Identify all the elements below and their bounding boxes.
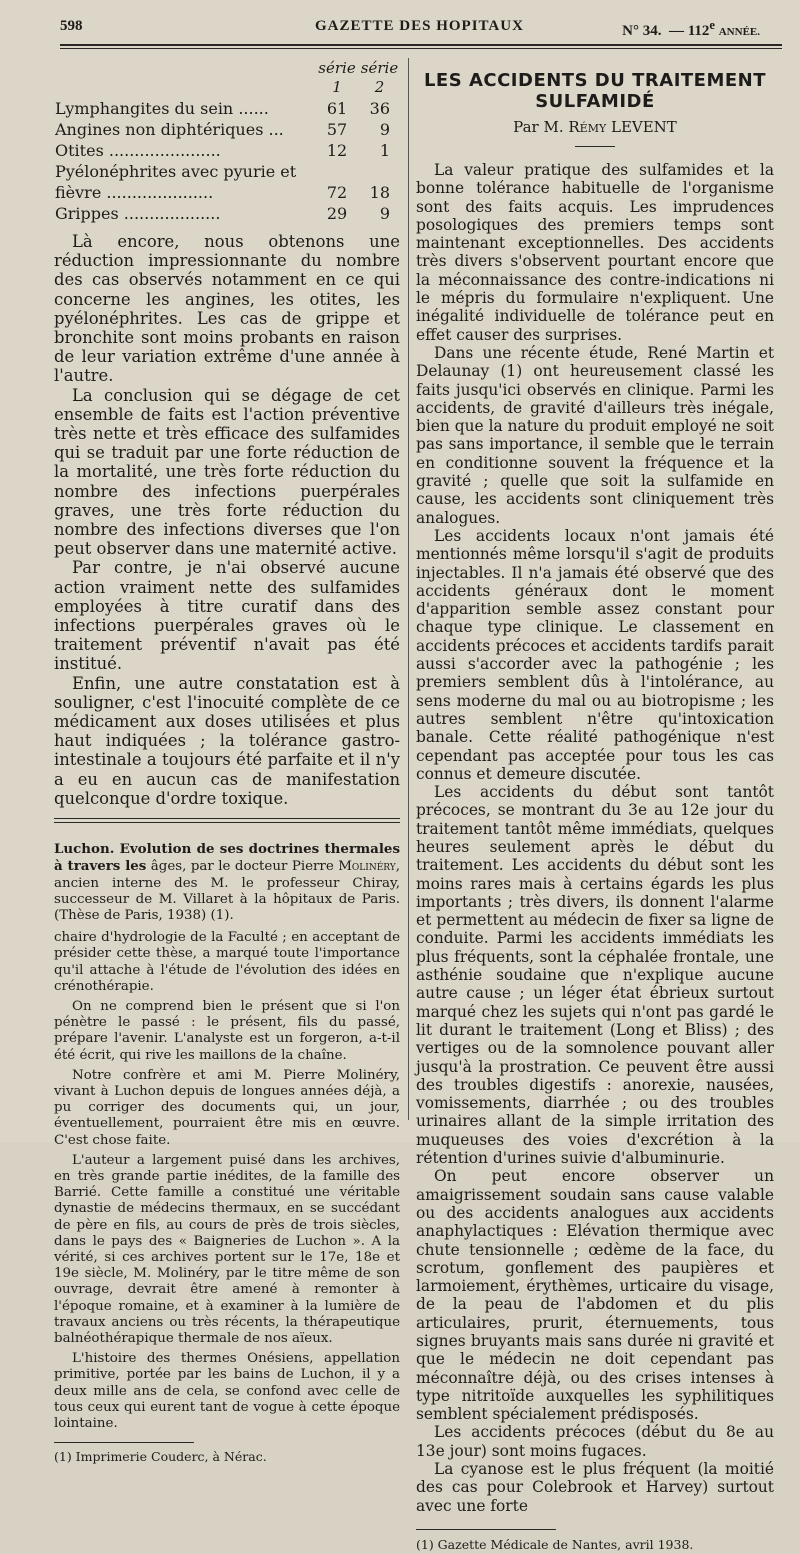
- book-review: [54, 841, 400, 1465]
- stats-label: Otites ......................: [55, 141, 221, 160]
- stats-label: Grippes ...................: [55, 204, 221, 223]
- stats-label: Lymphangites du sein ......: [55, 99, 269, 118]
- stats-value-serie2: [359, 161, 400, 182]
- footnote-rule: [54, 1442, 194, 1443]
- paragraph: Notre confrère et ami M. Pierre Molinéry, vivant à Luchon depuis de longues années déjà, a pu corriger des documents qui, un jour, éventuellement, pourraient être mis en œuvre. C'est chose faite.: [54, 1067, 400, 1148]
- right-column: [416, 58, 774, 1554]
- stats-row: [54, 140, 400, 161]
- stats-label: fièvre .....................: [55, 183, 214, 202]
- stats-row: [54, 119, 400, 140]
- stats-value-serie1: 12: [326, 141, 348, 160]
- stats-col2-header: série 2: [360, 59, 399, 96]
- stats-row: [54, 161, 400, 182]
- left-body-text: [54, 232, 400, 808]
- article-body: [416, 161, 774, 1554]
- paragraph: La conclusion qui se dégage de cet ensemble de faits est l'action préventive très nette et très efficace des sulfamides qui se traduit par une forte réduction de la mortalité, une très forte réduction du nombre des infections puerpérales graves, une très forte réduction du nombre des infections diverses que l'on peut observer dans une maternité active.: [54, 385, 400, 559]
- paragraph: chaire d'hydrologie de la Faculté ; en acceptant de présider cette thèse, a marqué toute l'importance qu'il attache à l'étude de l'évolution des idées en crénothérapie.: [54, 930, 400, 994]
- page-header: [60, 14, 780, 40]
- stats-label: Angines non diphtériques ...: [55, 120, 284, 139]
- stats-label: Pyélonéphrites avec pyurie et: [55, 162, 297, 181]
- paragraph: Les accidents précoces (début du 8e au 13e jour) sont moins fugaces.: [416, 1423, 774, 1460]
- article-title: LES ACCIDENTS DU TRAITEMENT SULFAMIDÉ: [423, 70, 767, 112]
- stats-table: [54, 58, 400, 224]
- stats-value-serie2: 9: [379, 204, 390, 223]
- stats-value-serie1: 72: [326, 183, 348, 202]
- footnote: (1) Imprimerie Couderc, à Nérac.: [54, 1449, 267, 1465]
- left-column: [54, 58, 400, 1465]
- issue-info: N° 34. — 112e ANNÉE.: [622, 18, 760, 39]
- paragraph: La cyanose est le plus fréquent (la moitié des cas pour Colebrook et Harvey) surtout avec une forte: [416, 1460, 774, 1515]
- stats-row: [54, 98, 400, 119]
- paragraph: On peut encore observer un amaigrissement soudain sans cause valable ou des accidents analogues aux accidents anaphylactiques : Elévation thermique avec chute tensionnelle ; œdème de la face, du scrotum, gonflement des paupières et larmoiement, érythèmes, urticaire du visage, de la peau de l'abdomen et du plis articulaires, prurit, éternuements, tous signes bruyants mais sans durée ni gravité et que le médecin ne doit cependant pas méconnaître déjà, ou des crises intenses à type nitritoïde auxquelles les syphilitiques semblent spécialement prédisposés.: [416, 1167, 774, 1424]
- paragraph: Enfin, une autre constatation est à souligner, c'est l'inocuité complète de ce médicament aux doses utilisées et plus haut indiquées ; la tolérance gastro-intestinale a toujours été parfaite et il n'y a eu en aucun cas de manifestation quelconque d'ordre toxique.: [54, 673, 400, 808]
- paragraph: Par contre, je n'ai observé aucune action vraiment nette des sulfamides employées à titre curatif dans des infections puerpérales graves où le traitement préventif n'avait pas été institué.: [54, 558, 400, 674]
- review-title: Luchon. Evolution de ses doctrines thermales à travers les âges, par le docteur Pierre Molinéry, ancien interne des M. le professeur Chiray, successeur de M. Villaret à la hôpitaux de Paris. (Thèse de Paris, 1938) (1).: [54, 841, 400, 923]
- stats-value-serie1: [315, 161, 359, 182]
- footnote-rule: [416, 1529, 556, 1530]
- stats-value-serie1: 57: [326, 120, 348, 139]
- stats-value-serie1: 29: [326, 204, 348, 223]
- paragraph: L'histoire des thermes Onésiens, appellation primitive, portée par les bains de Luchon, il y a deux mille ans de cela, se confond avec celle de tous ceux qui eurent tant de vogue à cette époque lointaine.: [54, 1351, 400, 1431]
- header-rule-thin: [60, 48, 782, 49]
- header-rule: [60, 44, 782, 46]
- stats-value-serie2: 1: [379, 141, 390, 160]
- paragraph: Les accidents locaux n'ont jamais été mentionnés même lorsqu'il s'agit de produits injectables. Il n'a jamais été observé que des accidents généraux dont le moment d'apparition semble assez constant pour chaque type clinique. Le classement en accidents précoces et accidents tardifs parait aussi s'accorder avec la pathogénie ; les premiers semblent dûs à l'intolérance, au sens moderne du mal ou au biotropisme ; les autres semblent n'être qu'intoxication banale. Cette réalité pathogénique n'est cependant pas acceptée pour tous les cas connus et demeure discutée.: [416, 526, 774, 783]
- paragraph: La valeur pratique des sulfamides et la bonne tolérance habituelle de l'organisme sont des faits acquis. Les imprudences posologiques des premiers temps sont maintenant exceptionnelles. Des accidents très divers s'observent pourtant encore que la méconnaissance des contre-indications ni le mépris du formulaire n'expliquent. Une inégalité individuelle de tolérance peut en effet causer des surprises.: [416, 161, 774, 344]
- column-divider: [408, 58, 409, 1120]
- stats-value-serie2: 9: [379, 120, 390, 139]
- journal-title: GAZETTE DES HOPITAUX: [315, 18, 524, 34]
- footnote: (1) Gazette Médicale de Nantes, avril 1938.: [416, 1536, 694, 1552]
- paragraph: L'auteur a largement puisé dans les archives, en très grande partie inédites, de la famille des Barrié. Cette famille a constitué une véritable dynastie de médecins thermaux, en se succédant de père en fils, au cours de près de trois siècles, dans le pays des « Baigneries de Luchon ». A la vérité, si ces archives portent sur le 17e, 18e et 19e siècle, M. Molinéry, par le titre même de son ouvrage, devrait être amené à remonter à l'époque romaine, et à examiner à la lumière de travaux anciens ou très récents, la thérapeutique balnéothérapique thermale de nos aïeux.: [54, 1152, 400, 1346]
- article-byline: Par M. Rémy LEVENT: [513, 118, 677, 136]
- stats-value-serie2: 36: [369, 99, 390, 118]
- paragraph: Dans une récente étude, René Martin et Delaunay (1) ont heureusement classé les faits jusqu'ici observés en clinique. Parmi les accidents, de gravité d'ailleurs très inégale, bien que la nature du produit employé ne soit pas sans importance, il semble que le terrain en conditionne souvent la fréquence et la gravité ; quelle que soit la sulfamide en cause, les accidents sont cliniquement très analogues.: [416, 343, 774, 527]
- section-separator: [54, 818, 400, 823]
- stats-col1-header: série 1: [318, 59, 356, 96]
- stats-row: [54, 182, 400, 203]
- stats-row: [54, 203, 400, 224]
- page-number: 598: [60, 18, 83, 34]
- paragraph: Là encore, nous obtenons une réduction impressionnante du nombre des cas observés notamment en ce qui concerne les angines, les otites, les pyélonéphrites. Les cas de grippe et bronchite sont moins probants en raison de leur variation extrême d'une année à l'autre.: [54, 232, 400, 386]
- title-rule: [575, 146, 615, 147]
- stats-value-serie1: 61: [326, 99, 348, 118]
- stats-value-serie2: 18: [369, 183, 390, 202]
- paragraph: On ne comprend bien le présent que si l'on pénètre le passé : le présent, fils du passé, prépare l'avenir. L'analyste est un forgeron, a-t-il été écrit, qui rive les maillons de la chaîne.: [54, 998, 400, 1063]
- paragraph: Les accidents du début sont tantôt précoces, se montrant du 3e au 12e jour du traitement tantôt même immédiats, quelques heures seulement après le début du traitement. Les accidents du début sont les moins rares mais à certains égards les plus importants ; très divers, ils donnent l'alarme et permettent au médecin de fixer sa ligne de conduite. Parmi les accidents immédiats les plus fréquents, sont la céphalée frontale, une asthénie soudaine que n'explique aucune autre cause ; un léger état ébrieux surtout marqué chez les sujets qui n'ont pas gardé le lit durant le traitement (Long et Bliss) ; des vertiges ou de la somnolence pouvant aller jusqu'à la prostration. Ce peuvent être aussi des troubles digestifs : anorexie, nausées, vomissements, diarrhée ; ou des troubles urinaires allant de la simple irritation des muqueuses des voies d'excrétion à la rétention d'urines suivie d'albuminurie.: [416, 783, 774, 1168]
